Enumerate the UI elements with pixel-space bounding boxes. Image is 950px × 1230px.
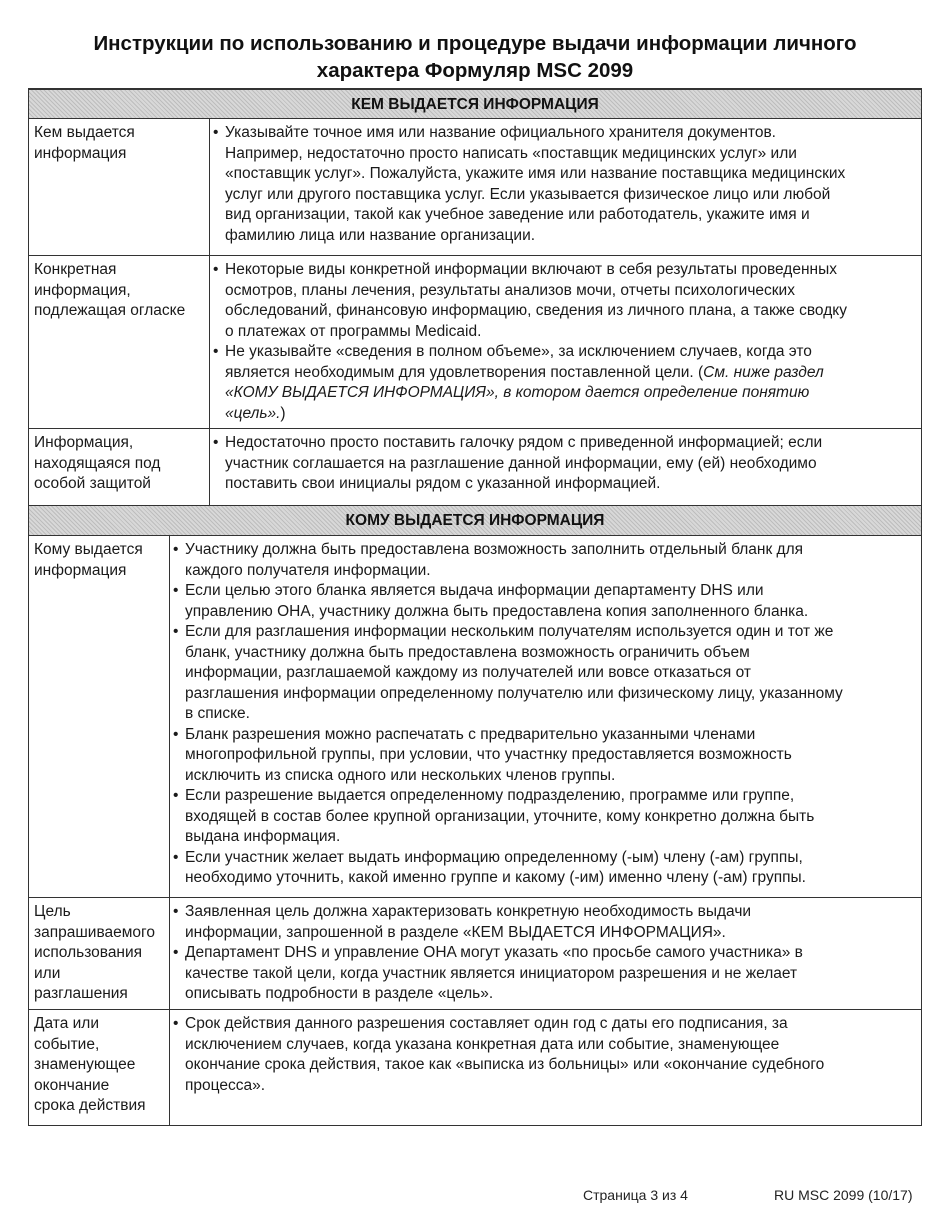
bullet-item: • Участнику должна быть предоставлена возможность заполнить отдельный бланк для каждого получателя информации. <box>172 540 843 581</box>
bullet-item: • Срок действия данного разрешения составляет один год с даты его подписания, за исключением случаев, когда указана конкретная дата или событие, знаменующее окончание срока действия, такое как «выписка из больницы» или «окончание судебного процесса». <box>172 1014 824 1096</box>
row-content <box>172 540 843 889</box>
table-row <box>29 256 921 429</box>
bullet-item: • Не указывайте «сведения в полном объеме», за исключением случаев, когда это является необходимым для удовлетворения поставленной цели. (См. ниже раздел «КОМУ ВЫДАЕТСЯ ИНФОРМАЦИЯ», в котором дается определение понятию «цель».) <box>212 342 847 424</box>
table-row <box>29 536 921 898</box>
row-label: Кому выдается информация <box>34 541 143 579</box>
table-row <box>29 1010 921 1126</box>
bullet-item: • Некоторые виды конкретной информации включают в себя результаты проведенных осмотров, планы лечения, результаты анализов мочи, отчеты психологических обследований, финансовую информацию, сведения из личного плана, а также сводку о платежах от программы Medicaid. <box>212 260 847 342</box>
bullet-item: • Указывайте точное имя или название официального хранителя документов. Например, недостаточно просто написать «поставщик медицинских услуг» или «поставщик услуг». Пожалуйста, укажите имя или название поставщика медицинских услуг или другого поставщика услуг. Если указывается физическое лицо или любой вид организации, такой как учебное заведение или работодатель, укажите имя и фамилию лица или название организации. <box>212 123 845 246</box>
row-label: Конкретная информация, подлежащая огласке <box>34 261 186 319</box>
form-number: RU MSC 2099 (10/17) <box>774 1187 913 1203</box>
column-divider <box>169 898 170 1009</box>
page-number: Страница 3 из 4 <box>583 1187 688 1203</box>
page-title <box>0 30 950 84</box>
table-row <box>29 119 921 256</box>
table-row <box>29 898 921 1010</box>
page-title-line-2: характера Формуляр MSC 2099 <box>316 59 634 82</box>
row-label: Дата или событие, знаменующее окончание срока действия <box>34 1015 146 1114</box>
bullet-item: • Если для разглашения информации нескольким получателям используется один и тот же бланк, участнику должна быть предоставлена возможность ограничить объем информации, разглашаемой каждому из получателей или вовсе отказаться от разглашения информации определенному получателю или физическому лицу, указанному в списке. <box>172 622 843 725</box>
table-row <box>29 429 921 505</box>
row-content <box>212 433 822 495</box>
page-title-line-1: Инструкции по использованию и процедуре выдачи информации личного <box>93 32 857 55</box>
row-label: Цель запрашиваемого использования или разглашения <box>34 903 155 1002</box>
row-content <box>212 260 847 424</box>
section-header-who-discloses: КЕМ ВЫДАЕТСЯ ИНФОРМАЦИЯ <box>29 90 921 119</box>
row-label: Кем выдается информация <box>34 124 135 162</box>
column-divider <box>209 119 210 255</box>
row-content <box>172 1014 824 1096</box>
column-divider <box>209 429 210 505</box>
bullet-item: • Заявленная цель должна характеризовать конкретную необходимость выдачи информации, запрошенной в разделе «КЕМ ВЫДАЕТСЯ ИНФОРМАЦИЯ». <box>172 902 803 943</box>
bullet-item: • Недостаточно просто поставить галочку рядом с приведенной информацией; если участник соглашается на разглашение данной информации, ему (ей) необходимо поставить свои инициалы рядом с указанной информацией. <box>212 433 822 495</box>
row-content <box>172 902 803 1005</box>
bullet-item: • Департамент DHS и управление OHA могут указать «по просьбе самого участника» в качестве такой цели, когда участник является инициатором разрешения и не желает описывать подробности в разделе «цель». <box>172 943 803 1005</box>
row-content <box>212 123 845 246</box>
section-header-to-whom: КОМУ ВЫДАЕТСЯ ИНФОРМАЦИЯ <box>29 505 921 536</box>
instructions-table <box>28 88 922 1126</box>
column-divider <box>169 536 170 897</box>
bullet-item: • Если разрешение выдается определенному подразделению, программе или группе, входящей в состав более крупной организации, уточните, кому конкретно должна быть выдана информация. <box>172 786 843 848</box>
bullet-item: • Если целью этого бланка является выдача информации департаменту DHS или управлению OHA, участнику должна быть предоставлена копия заполненного бланка. <box>172 581 843 622</box>
bullet-item: • Бланк разрешения можно распечатать с предварительно указанными членами многопрофильной группы, при условии, что участнку предоставляется возможность исключить из списка одного или нескольких членов группы. <box>172 725 843 787</box>
column-divider <box>169 1010 170 1126</box>
bullet-item: • Если участник желает выдать информацию определенному (-ым) члену (-ам) группы, необходимо уточнить, какой именно группе и какому (-им) именно члену (-ам) группы. <box>172 848 843 889</box>
column-divider <box>209 256 210 428</box>
row-label: Информация, находящаяся под особой защитой <box>34 434 161 492</box>
